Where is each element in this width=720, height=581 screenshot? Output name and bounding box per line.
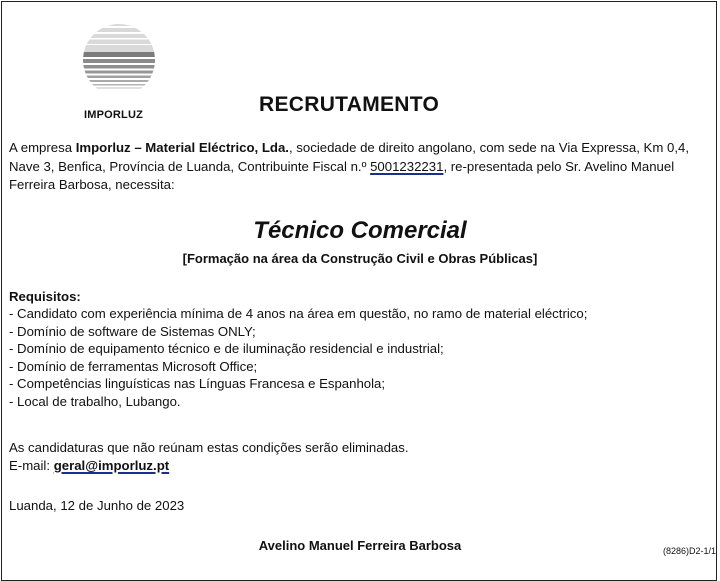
closing-note: As candidaturas que não reúnam estas condições serão eliminadas. bbox=[9, 440, 409, 455]
imporluz-logo-icon bbox=[74, 16, 164, 104]
date-line: Luanda, 12 de Junho de 2023 bbox=[9, 498, 185, 513]
requirements-list bbox=[9, 305, 587, 410]
tax-number-link[interactable]: 5001232231 bbox=[370, 158, 444, 174]
email-link[interactable]: geral@imporluz.pt bbox=[53, 458, 170, 473]
list-item: - Domínio de equipamento técnico e de iluminação residencial e industrial; bbox=[9, 341, 444, 356]
requirements-heading: Requisitos: bbox=[9, 289, 81, 304]
list-item: - Domínio de software de Sistemas ONLY; bbox=[9, 323, 256, 339]
company-name: Imporluz – Material Eléctrico, Lda. bbox=[75, 140, 289, 155]
intro-paragraph: A empresa Imporluz – Material Eléctrico, Lda., sociedade de direito angolano, com sede na Via Expressa, Km 0,4, Nave 3, Benfica, Província de Luanda, Contribuinte Fiscal n.º 5001232231, re-presentada pelo Sr. Avelino Manuel Ferreira Barbosa, necessita: bbox=[9, 140, 689, 192]
reference-code: (8286)D2-1/1 bbox=[662, 546, 716, 556]
list-item: - Local de trabalho, Lubango. bbox=[9, 393, 181, 409]
job-title: Técnico Comercial bbox=[253, 217, 467, 244]
logo-text: IMPORLUZ bbox=[84, 109, 144, 121]
page-title: RECRUTAMENTO bbox=[259, 93, 440, 116]
list-item: - Candidato com experiência mínima de 4 anos na área em questão, no ramo de material eléctrico; bbox=[9, 306, 588, 321]
signature-name: Avelino Manuel Ferreira Barbosa bbox=[258, 538, 462, 553]
email-line: E-mail: geral@imporluz.pt bbox=[9, 458, 170, 473]
list-item: - Competências linguísticas nas Línguas Francesa e Espanhola; bbox=[9, 376, 386, 391]
job-subtitle: [Formação na área da Construção Civil e Obras Públicas] bbox=[182, 251, 538, 266]
list-item: - Domínio de ferramentas Microsoft Office; bbox=[9, 358, 258, 374]
